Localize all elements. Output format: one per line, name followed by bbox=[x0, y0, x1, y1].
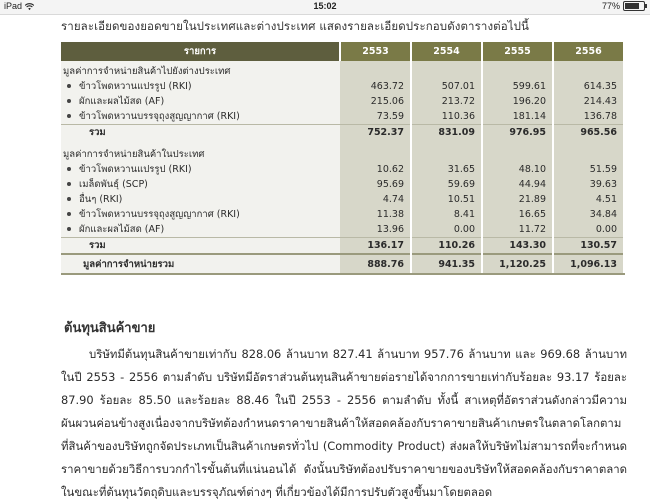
section-title-row bbox=[61, 61, 624, 79]
table-row bbox=[61, 162, 624, 177]
cell-value: 10.62 bbox=[340, 162, 411, 177]
cell-value: 39.63 bbox=[553, 177, 624, 192]
cell-value: 614.35 bbox=[553, 79, 624, 94]
subtotal-value: 965.56 bbox=[553, 125, 624, 141]
cell-value: 599.61 bbox=[482, 79, 553, 94]
cell-value: 16.65 bbox=[482, 207, 553, 222]
row-label: ข้าวโพดหวานแปรรูป (RKI) bbox=[79, 81, 192, 92]
row-label: ข้าวโพดหวานแปรรูป (RKI) bbox=[79, 164, 192, 175]
cell-value: 507.01 bbox=[411, 79, 482, 94]
clock: 15:02 bbox=[313, 1, 337, 11]
cell-value: 214.43 bbox=[553, 94, 624, 109]
table-row bbox=[61, 79, 624, 94]
subtotal-label: รวม bbox=[61, 238, 340, 255]
bullet-icon bbox=[67, 84, 71, 88]
header-year: 2553 bbox=[340, 42, 411, 61]
cell-value: 110.36 bbox=[411, 109, 482, 125]
section-title-row bbox=[61, 144, 624, 162]
bullet-icon bbox=[67, 182, 71, 186]
grand-total-value: 888.76 bbox=[340, 254, 411, 274]
table-row bbox=[61, 109, 624, 125]
bullet-icon bbox=[67, 212, 71, 216]
table-row bbox=[61, 222, 624, 238]
cell-value: 4.74 bbox=[340, 192, 411, 207]
grand-total-value: 1,120.25 bbox=[482, 254, 553, 274]
battery-percent: 77% bbox=[601, 1, 620, 11]
table-header-row bbox=[61, 42, 624, 61]
subtotal-value: 752.37 bbox=[340, 125, 411, 141]
table-row bbox=[61, 177, 624, 192]
status-right bbox=[602, 1, 645, 11]
cell-value: 181.14 bbox=[482, 109, 553, 125]
subtotal-value: 130.57 bbox=[553, 238, 624, 255]
table-row bbox=[61, 192, 624, 207]
table-row bbox=[61, 94, 624, 109]
cell-value: 31.65 bbox=[411, 162, 482, 177]
grand-total-value: 1,096.13 bbox=[553, 254, 624, 274]
header-year: 2556 bbox=[553, 42, 624, 61]
intro-text: รายละเอียดของยอดขายในประเทศและต่างประเทศ แสดงรายละเอียดประกอบดังตารางต่อไปนี้ bbox=[61, 19, 529, 33]
bullet-icon bbox=[67, 227, 71, 231]
cell-value: 215.06 bbox=[340, 94, 411, 109]
section-heading: ต้นทุนสินค้าขาย bbox=[64, 321, 156, 336]
cell-value: 21.89 bbox=[482, 192, 553, 207]
cell-value: 196.20 bbox=[482, 94, 553, 109]
cell-value: 0.00 bbox=[411, 222, 482, 238]
cost-paragraph bbox=[61, 343, 627, 504]
cell-value: 51.59 bbox=[553, 162, 624, 177]
grand-total-row bbox=[61, 254, 624, 274]
cell-value: 213.72 bbox=[411, 94, 482, 109]
subtotal-value: 976.95 bbox=[482, 125, 553, 141]
grand-total-label: มูลค่าการจำหน่ายรวม bbox=[61, 254, 340, 274]
status-bar bbox=[0, 0, 650, 15]
header-item: รายการ bbox=[61, 42, 340, 61]
subtotal-value: 831.09 bbox=[411, 125, 482, 141]
row-label: ผักและผลไม้สด (AF) bbox=[79, 96, 165, 107]
grand-total-value: 941.35 bbox=[411, 254, 482, 274]
row-label: เมล็ดพันธุ์ (SCP) bbox=[79, 179, 148, 190]
cell-value: 0.00 bbox=[553, 222, 624, 238]
cell-value: 463.72 bbox=[340, 79, 411, 94]
cell-value: 95.69 bbox=[340, 177, 411, 192]
header-year: 2554 bbox=[411, 42, 482, 61]
cell-value: 10.51 bbox=[411, 192, 482, 207]
bullet-icon bbox=[67, 167, 71, 171]
cell-value: 44.94 bbox=[482, 177, 553, 192]
header-year: 2555 bbox=[482, 42, 553, 61]
cell-value: 59.69 bbox=[411, 177, 482, 192]
cell-value: 73.59 bbox=[340, 109, 411, 125]
table-row bbox=[61, 207, 624, 222]
subtotal-value: 143.30 bbox=[482, 238, 553, 255]
bullet-icon bbox=[67, 114, 71, 118]
battery-fill bbox=[625, 3, 639, 9]
subtotal-row bbox=[61, 238, 624, 255]
cell-value: 11.38 bbox=[340, 207, 411, 222]
cell-value: 48.10 bbox=[482, 162, 553, 177]
cell-value: 136.78 bbox=[553, 109, 624, 125]
subtotal-row bbox=[61, 125, 624, 141]
cell-value: 34.84 bbox=[553, 207, 624, 222]
subtotal-value: 110.26 bbox=[411, 238, 482, 255]
cell-value: 11.72 bbox=[482, 222, 553, 238]
section-title: มูลค่าการจำหน่ายสินค้าไปยังต่างประเทศ bbox=[61, 61, 340, 79]
row-label: ข้าวโพดหวานบรรจุถุงสูญญากาศ (RKI) bbox=[79, 209, 240, 220]
cell-value: 8.41 bbox=[411, 207, 482, 222]
cost-paragraph-text: บริษัทมีต้นทุนสินค้าขายเท่ากับ 828.06 ล้านบาท 827.41 ล้านบาท 957.76 ล้านบาท และ 969.68 ล้านบาท ในปี 2553 - 2556 ตามลำดับ บริษัทมีอัตราส่วนต้นทุนสินค้าขายต่อรายได้จากการขายเท่ากับร้อยละ 93.17 ร้อยละ 87.90 ร้อยละ 85.50 และร้อยละ 88.46 ในปี 2553 - 2556 ตามลำดับ ทั้งนี้ สาเหตุที่อัตราส่วนดังกล่าวมีความผันผวนค่อนข้างสูงเนื่องจากบริษัทต้องกำหนดราคาขายสินค้าให้สอดคล้องกับราคาขายสินค้าเกษตรในตลาดโลกตามที่สินค้าของบริษัทถูกจัดประเภทเป็นสินค้าเกษตรทั่วไป (Commodity Product) ส่งผลให้บริษัทไม่สามารถที่จะกำหนดราคาขายด้วยวิธีการบวกกำไรขั้นต้นที่แน่นอนได้ ดังนั้นบริษัทต้องปรับราคาขายของบริษัทให้สอดคล้องกับราคาตลาด ในขณะที่ต้นทุนวัตถุดิบและบรรจุภัณฑ์ต่างๆ ที่เกี่ยวข้องได้มีการปรับตัวสูงขึ้นมาโดยตลอด bbox=[61, 347, 627, 499]
section-title: มูลค่าการจำหน่ายสินค้าในประเทศ bbox=[61, 144, 340, 162]
sales-table bbox=[61, 42, 625, 275]
carrier-label: iPad bbox=[4, 1, 23, 11]
battery-icon bbox=[623, 1, 645, 11]
subtotal-label: รวม bbox=[61, 125, 340, 141]
row-label: อื่นๆ (RKI) bbox=[79, 194, 123, 205]
row-label: ผักและผลไม้สด (AF) bbox=[79, 224, 165, 235]
bullet-icon bbox=[67, 197, 71, 201]
bullet-icon bbox=[67, 99, 71, 103]
subtotal-value: 136.17 bbox=[340, 238, 411, 255]
cell-value: 13.96 bbox=[340, 222, 411, 238]
row-label: ข้าวโพดหวานบรรจุถุงสูญญากาศ (RKI) bbox=[79, 111, 240, 122]
cell-value: 4.51 bbox=[553, 192, 624, 207]
